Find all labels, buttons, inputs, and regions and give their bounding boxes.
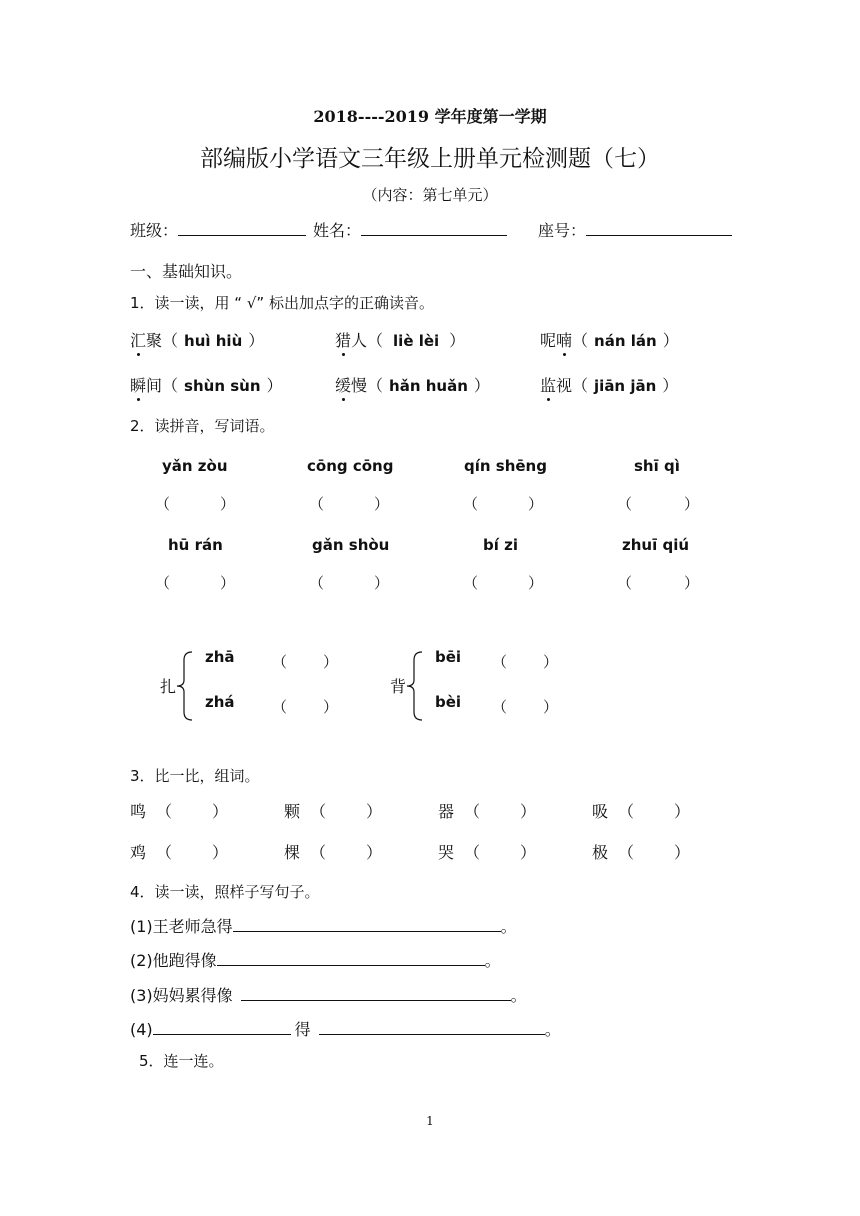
pinyin-word: hū rán xyxy=(168,536,223,554)
page-title: 部编版小学语文三年级上册单元检测题（七） xyxy=(200,146,660,172)
poly-reading: bèi xyxy=(435,693,462,711)
page-number: 1 xyxy=(426,1114,434,1128)
sentence-blank[interactable] xyxy=(233,917,501,932)
poly-reading: bēi xyxy=(435,648,462,666)
answer-blank[interactable]: （ ） xyxy=(272,653,339,671)
sentence-blank[interactable] xyxy=(319,1020,545,1035)
name-label: 姓名： xyxy=(313,221,362,240)
pinyin-word: shī qì xyxy=(634,457,680,475)
q5-prompt: 5．连一连。 xyxy=(139,1052,224,1070)
poly-char-2: 背 xyxy=(390,677,407,696)
pinyin-word: cōng cōng xyxy=(307,457,394,475)
q1-item: 监视（ jiān jān ） xyxy=(540,373,678,396)
answer-blank[interactable]: （ ） xyxy=(155,495,236,513)
name-field xyxy=(313,218,507,241)
seat-label: 座号： xyxy=(538,221,587,240)
compare-item[interactable]: 鸡 （ ） xyxy=(130,843,229,862)
answer-blank[interactable]: （ ） xyxy=(463,495,544,513)
sentence-2: (2)他跑得像 。 xyxy=(130,951,501,970)
q1-item: 缓慢（ hǎn huǎn ） xyxy=(335,373,490,396)
q4-prompt: 4．读一读，照样子写句子。 xyxy=(130,883,320,901)
sentence-3: (3)妈妈累得像 。 xyxy=(130,986,527,1005)
name-blank[interactable] xyxy=(361,221,507,236)
q1-item: 瞬间（ shùn sùn ） xyxy=(130,373,283,396)
answer-blank[interactable]: （ ） xyxy=(492,698,559,716)
answer-blank[interactable]: （ ） xyxy=(309,574,390,592)
compare-item[interactable]: 吸 （ ） xyxy=(592,802,691,821)
compare-item[interactable]: 极 （ ） xyxy=(592,843,691,862)
year-line: 2018----2019 学年度第一学期 xyxy=(313,107,547,126)
class-field xyxy=(130,218,306,241)
answer-blank[interactable]: （ ） xyxy=(463,574,544,592)
compare-item[interactable]: 棵 （ ） xyxy=(284,843,383,862)
sentence-blank[interactable] xyxy=(153,1020,291,1035)
subtitle: （内容：第七单元） xyxy=(362,186,498,204)
compare-item[interactable]: 颗 （ ） xyxy=(284,802,383,821)
q1-item: 猎人（ liè lèi ） xyxy=(335,328,465,351)
class-blank[interactable] xyxy=(178,221,306,236)
pinyin-word: zhuī qiú xyxy=(622,536,690,554)
pinyin-word: yǎn zòu xyxy=(162,457,228,475)
class-label: 班级： xyxy=(130,221,179,240)
brace-1 xyxy=(174,650,196,722)
q1-item: 汇聚（ huì hiù ） xyxy=(130,328,264,351)
sentence-blank[interactable] xyxy=(217,951,485,966)
poly-char-1: 扎 xyxy=(160,677,177,696)
seat-blank[interactable] xyxy=(586,221,732,236)
compare-item[interactable]: 鸣 （ ） xyxy=(130,802,229,821)
poly-reading: zhā xyxy=(205,648,235,666)
answer-blank[interactable]: （ ） xyxy=(155,574,236,592)
pinyin-word: qín shēng xyxy=(464,457,547,475)
q1-item: 呢喃（ nán lán ） xyxy=(540,328,679,351)
q1-prompt: 1．读一读，用 “ √” 标出加点字的正确读音。 xyxy=(130,294,434,312)
answer-blank[interactable]: （ ） xyxy=(617,495,700,513)
seat-field xyxy=(538,218,732,241)
sentence-4: (4) 得 。 xyxy=(130,1020,561,1039)
answer-blank[interactable]: （ ） xyxy=(617,574,700,592)
sentence-blank[interactable] xyxy=(241,986,511,1001)
answer-blank[interactable]: （ ） xyxy=(492,653,559,671)
q3-prompt: 3．比一比，组词。 xyxy=(130,767,260,785)
compare-item[interactable]: 哭 （ ） xyxy=(438,843,537,862)
answer-blank[interactable]: （ ） xyxy=(309,495,390,513)
compare-item[interactable]: 器 （ ） xyxy=(438,802,537,821)
section-heading: 一、基础知识。 xyxy=(130,262,243,281)
pinyin-word: gǎn shòu xyxy=(312,536,390,554)
brace-2 xyxy=(404,650,426,722)
q2-prompt: 2．读拼音，写词语。 xyxy=(130,417,275,435)
sentence-1: (1)王老师急得 。 xyxy=(130,917,517,936)
answer-blank[interactable]: （ ） xyxy=(272,698,339,716)
pinyin-word: bí zi xyxy=(483,536,518,554)
poly-reading: zhá xyxy=(205,693,235,711)
